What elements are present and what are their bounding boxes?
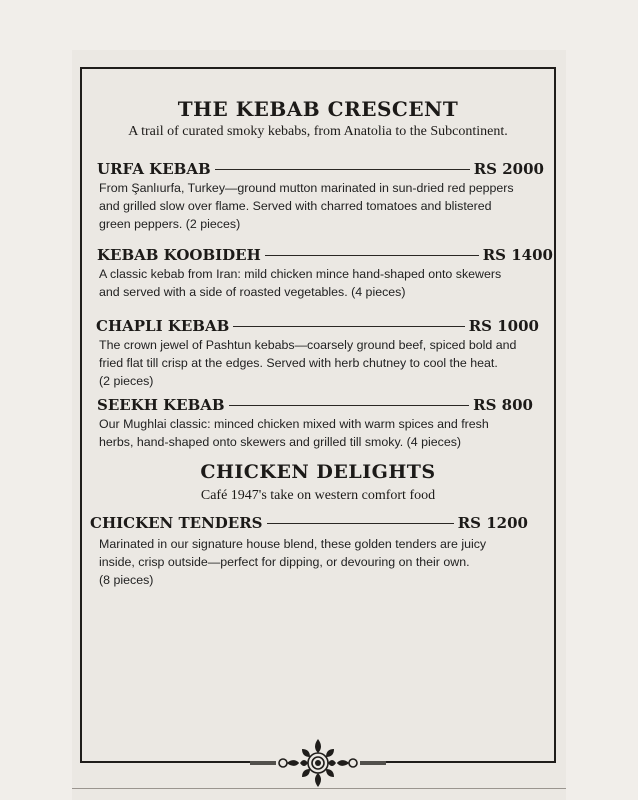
menu-item-chicken-tenders bbox=[90, 513, 528, 533]
section-subtitle-kebab-crescent: A trail of curated smoky kebabs, from Anatolia to the Subcontinent. bbox=[128, 124, 508, 139]
frame-bottom-left bbox=[80, 761, 250, 763]
menu-item-kebab-koobideh bbox=[97, 245, 553, 265]
description-line: (8 pieces) bbox=[99, 573, 154, 587]
item-description bbox=[99, 336, 516, 390]
description-line: (2 pieces) bbox=[99, 374, 154, 388]
section-title-kebab-crescent: THE KEBAB CRESCENT bbox=[177, 97, 459, 121]
page-base-line bbox=[72, 788, 566, 789]
leader-line bbox=[233, 326, 464, 327]
item-description bbox=[99, 535, 486, 589]
item-price: RS 800 bbox=[473, 396, 533, 414]
item-price: RS 1200 bbox=[457, 514, 528, 532]
description-line: inside, crisp outside—perfect for dipping, or devouring on their own. bbox=[99, 555, 470, 569]
description-line: herbs, hand-shaped onto skewers and grilled till smoky. (4 pieces) bbox=[99, 435, 462, 449]
description-line: green peppers. (2 pieces) bbox=[99, 217, 241, 231]
item-description bbox=[99, 415, 489, 451]
menu-item-seekh-kebab bbox=[97, 395, 533, 415]
flourish-ornament-icon bbox=[250, 735, 386, 791]
item-name: CHICKEN TENDERS bbox=[90, 514, 263, 532]
description-line: and served with a side of roasted vegetables. (4 pieces) bbox=[99, 285, 406, 299]
description-line: and grilled slow over flame. Served with charred tomatoes and blistered bbox=[99, 199, 492, 213]
item-description bbox=[99, 179, 514, 233]
item-description bbox=[99, 265, 501, 301]
item-price: RS 2000 bbox=[473, 160, 544, 178]
leader-line bbox=[229, 405, 470, 406]
item-name: KEBAB KOOBIDEH bbox=[97, 246, 261, 264]
leader-line bbox=[215, 169, 470, 170]
description-line: From Şanlıurfa, Turkey—ground mutton marinated in sun-dried red peppers bbox=[99, 181, 514, 195]
item-name: URFA KEBAB bbox=[97, 160, 211, 178]
description-line: A classic kebab from Iran: mild chicken mince hand-shaped onto skewers bbox=[99, 267, 502, 281]
frame-bottom-right bbox=[386, 761, 556, 763]
menu-item-chapli-kebab bbox=[96, 316, 539, 336]
item-name: CHAPLI KEBAB bbox=[96, 317, 230, 335]
section-subtitle-chicken-delights: Café 1947's take on western comfort food bbox=[200, 488, 436, 503]
description-line: Marinated in our signature house blend, these golden tenders are juicy bbox=[99, 537, 487, 551]
item-name: SEEKH KEBAB bbox=[97, 396, 225, 414]
section-title-chicken-delights: CHICKEN DELIGHTS bbox=[200, 461, 436, 483]
leader-line bbox=[267, 523, 454, 524]
leader-line bbox=[265, 255, 479, 256]
item-price: RS 1400 bbox=[482, 246, 553, 264]
description-line: The crown jewel of Pashtun kebabs—coarsely ground beef, spiced bold and bbox=[99, 338, 517, 352]
description-line: fried flat till crisp at the edges. Served with herb chutney to cool the heat. bbox=[99, 356, 498, 370]
item-price: RS 1000 bbox=[468, 317, 539, 335]
menu-item-urfa-kebab bbox=[97, 159, 544, 179]
description-line: Our Mughlai classic: minced chicken mixed with warm spices and fresh bbox=[99, 417, 489, 431]
